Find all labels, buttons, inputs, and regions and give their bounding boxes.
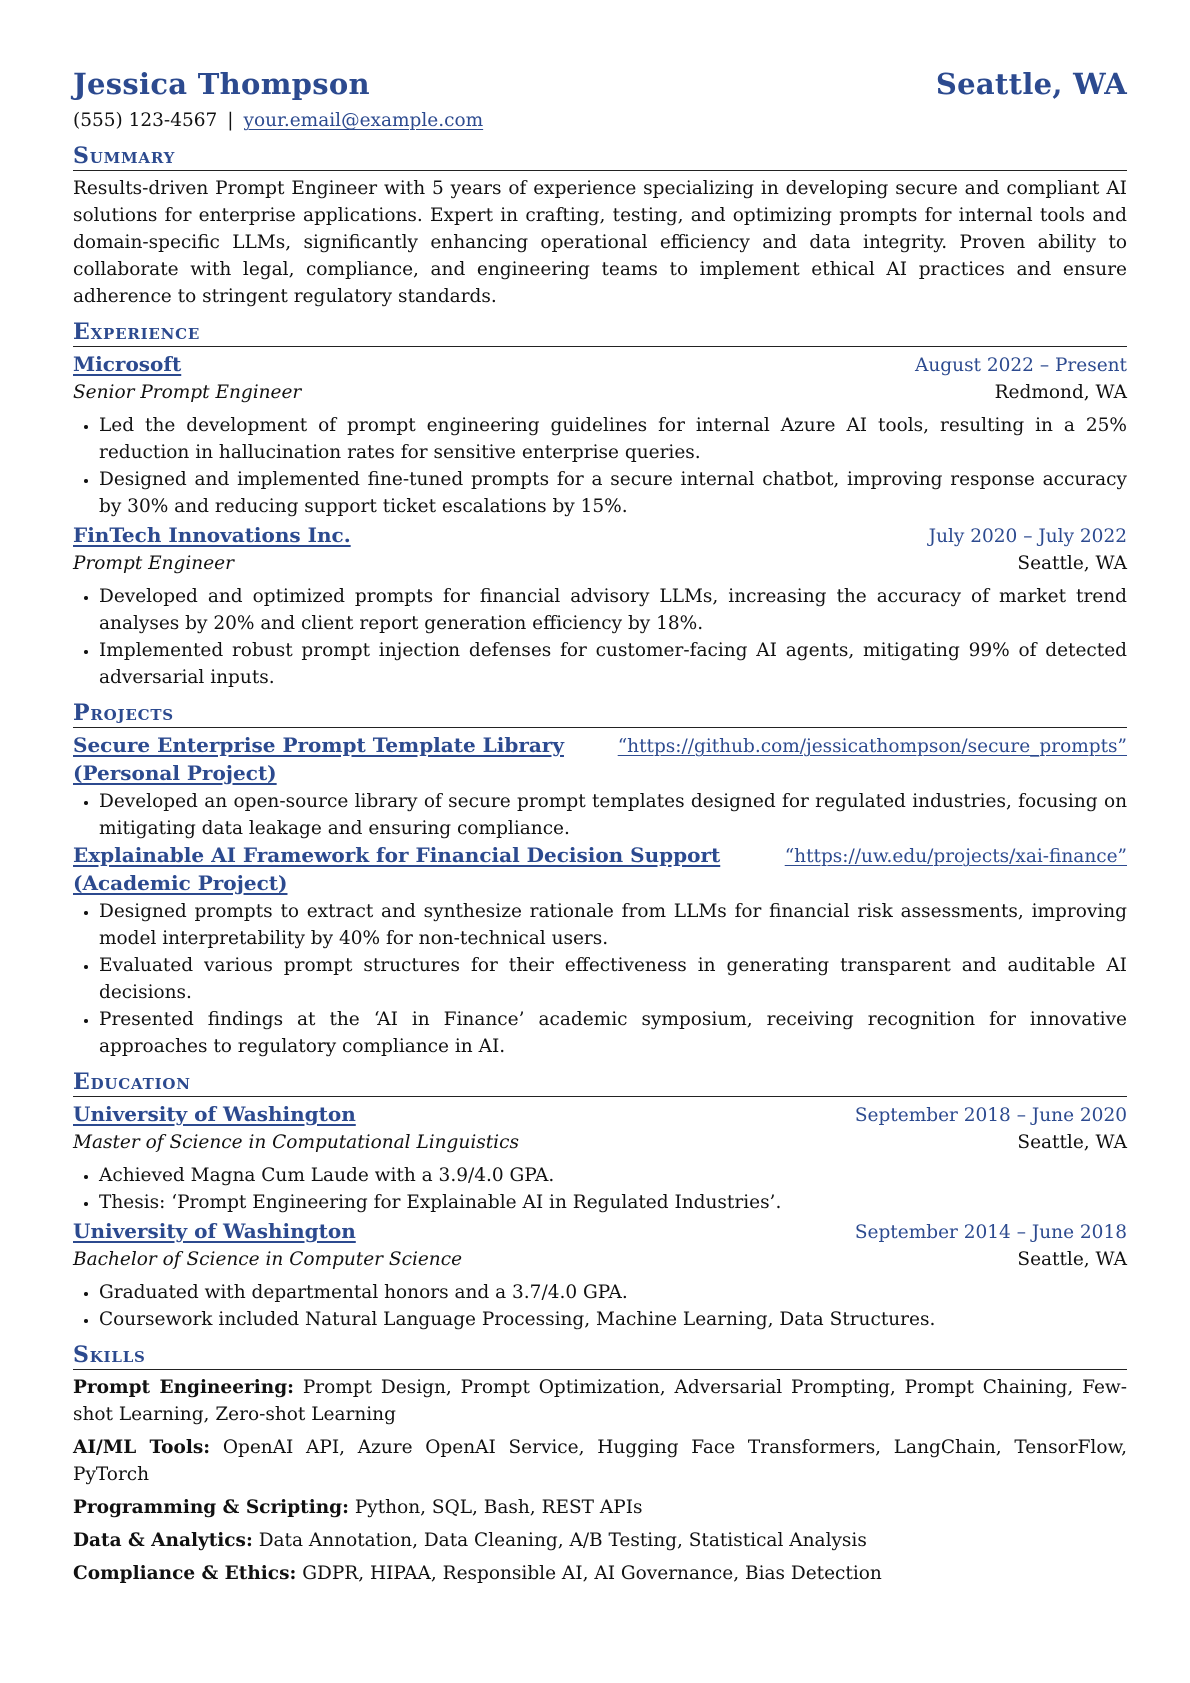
skill-category: Programming & Scripting:: [73, 1497, 349, 1518]
education-dates: September 2014 – June 2018: [854, 1222, 1127, 1243]
email-link[interactable]: your.email@example.com: [243, 110, 484, 131]
resume-page: [73, 62, 1127, 1587]
employment-dates: July 2020 – July 2022: [928, 526, 1127, 547]
bullet-list: [73, 1162, 1127, 1216]
skill-row: [73, 1374, 1127, 1428]
skill-category: AI/ML Tools:: [73, 1437, 211, 1458]
resume-header: [73, 62, 1127, 106]
education-entry: [73, 1218, 1127, 1333]
degree-title: Bachelor of Science in Computer Science: [73, 1249, 463, 1270]
bullet-item: • Thesis: ‘Prompt Engineering for Explainable AI in Regulated Industries’.: [99, 1189, 1127, 1216]
project-entry: [73, 732, 1127, 842]
bullet-item: • Designed prompts to extract and synthesize rationale from LLMs for financial risk assessments, improving model interpretability by 40% for non-technical users.: [99, 898, 1127, 952]
bullet-item: • Led the development of prompt engineering guidelines for internal Azure AI tools, resulting in a 25% reduction in hallucination rates for sensitive enterprise queries.: [99, 412, 1127, 466]
section-title-summary: Summary: [73, 142, 1127, 171]
skill-list: OpenAI API, Azure OpenAI Service, Hugging Face Transformers, LangChain, TensorFlow, PyTorch: [73, 1437, 1127, 1485]
bullet-list: [73, 412, 1127, 520]
skills-section: [73, 1341, 1127, 1587]
candidate-location: Seattle, WA: [935, 67, 1127, 101]
job-title: Prompt Engineer: [73, 553, 234, 574]
section-title-education: Education: [73, 1068, 1127, 1097]
employer-link[interactable]: FinTech Innovations Inc.: [73, 523, 351, 547]
projects-section: [73, 699, 1127, 1060]
section-title-experience: Experience: [73, 318, 1127, 347]
candidate-name: Jessica Thompson: [73, 67, 370, 101]
experience-section: [73, 318, 1127, 691]
skill-category: Prompt Engineering:: [73, 1377, 294, 1398]
skill-category: Compliance & Ethics:: [73, 1563, 297, 1584]
skill-category: Data & Analytics:: [73, 1530, 253, 1551]
experience-entry: [73, 351, 1127, 520]
bullet-list: [73, 898, 1127, 1060]
bullet-list: [73, 788, 1127, 842]
school-location: Seattle, WA: [1017, 1249, 1127, 1270]
skill-row: [73, 1527, 1127, 1554]
contact-separator: |: [227, 110, 234, 131]
employer-link[interactable]: Microsoft: [73, 352, 182, 376]
job-location: Redmond, WA: [994, 382, 1127, 403]
skill-list: Data Annotation, Data Cleaning, A/B Testing, Statistical Analysis: [258, 1530, 867, 1551]
project-type-link[interactable]: (Academic Project): [73, 871, 288, 895]
degree-title: Master of Science in Computational Linguistics: [73, 1132, 519, 1153]
bullet-item: • Presented findings at the ‘AI in Finance’ academic symposium, receiving recognition for innovative approaches to regulatory compliance in AI.: [99, 1006, 1127, 1060]
skill-row: [73, 1560, 1127, 1587]
bullet-item: • Developed an open-source library of secure prompt templates designed for regulated industries, focusing on mitigating data leakage and ensuring compliance.: [99, 788, 1127, 842]
skill-list: Python, SQL, Bash, REST APIs: [354, 1497, 643, 1518]
skill-row: [73, 1434, 1127, 1488]
summary-section: [73, 142, 1127, 310]
employment-dates: August 2022 – Present: [915, 355, 1127, 376]
project-title-link[interactable]: Secure Enterprise Prompt Template Library: [73, 733, 564, 757]
phone-number: (555) 123-4567: [73, 110, 218, 131]
skill-list: Prompt Design, Prompt Optimization, Adversarial Prompting, Prompt Chaining, Few-shot Learning, Zero-shot Learning: [73, 1377, 1127, 1425]
school-link[interactable]: University of Washington: [73, 1219, 356, 1243]
school-link[interactable]: University of Washington: [73, 1102, 356, 1126]
education-entry: [73, 1101, 1127, 1216]
education-section: [73, 1068, 1127, 1333]
contact-line: [73, 108, 1127, 134]
bullet-item: • Graduated with departmental honors and a 3.7/4.0 GPA.: [99, 1279, 1127, 1306]
bullet-list: [73, 1279, 1127, 1333]
job-location: Seattle, WA: [1017, 553, 1127, 574]
bullet-item: • Coursework included Natural Language Processing, Machine Learning, Data Structures.: [99, 1306, 1127, 1333]
project-title-link[interactable]: Explainable AI Framework for Financial Decision Support: [73, 843, 721, 867]
bullet-item: • Evaluated various prompt structures for their effectiveness in generating transparent and auditable AI decisions.: [99, 952, 1127, 1006]
summary-text: Results-driven Prompt Engineer with 5 years of experience specializing in developing secure and compliant AI solutions for enterprise applications. Expert in crafting, testing, and optimizing prompts for internal tools and domain-specific LLMs, significantly enhancing operational efficiency and data integrity. Proven ability to collaborate with legal, compliance, and engineering teams to implement ethical AI practices and ensure adherence to stringent regulatory standards.: [73, 178, 1127, 307]
section-title-skills: Skills: [73, 1341, 1127, 1370]
bullet-list: [73, 583, 1127, 691]
bullet-item: • Developed and optimized prompts for financial advisory LLMs, increasing the accuracy of market trend analyses by 20% and client report generation efficiency by 18%.: [99, 583, 1127, 637]
section-title-projects: Projects: [73, 699, 1127, 728]
bullet-item: • Implemented robust prompt injection defenses for customer-facing AI agents, mitigating 99% of detected adversarial inputs.: [99, 637, 1127, 691]
skill-row: [73, 1494, 1127, 1521]
experience-entry: [73, 522, 1127, 691]
project-url-link[interactable]: “https://uw.edu/projects/xai-finance”: [784, 846, 1127, 867]
project-entry: [73, 842, 1127, 1060]
education-dates: September 2018 – June 2020: [854, 1105, 1127, 1126]
project-type-link[interactable]: (Personal Project): [73, 761, 277, 785]
project-url-link[interactable]: “https://github.com/jessicathompson/secure_prompts”: [617, 736, 1127, 757]
job-title: Senior Prompt Engineer: [73, 382, 302, 403]
school-location: Seattle, WA: [1017, 1132, 1127, 1153]
skill-list: GDPR, HIPAA, Responsible AI, AI Governance, Bias Detection: [302, 1563, 882, 1584]
bullet-item: • Designed and implemented fine-tuned prompts for a secure internal chatbot, improving response accuracy by 30% and reducing support ticket escalations by 15%.: [99, 466, 1127, 520]
bullet-item: • Achieved Magna Cum Laude with a 3.9/4.0 GPA.: [99, 1162, 1127, 1189]
